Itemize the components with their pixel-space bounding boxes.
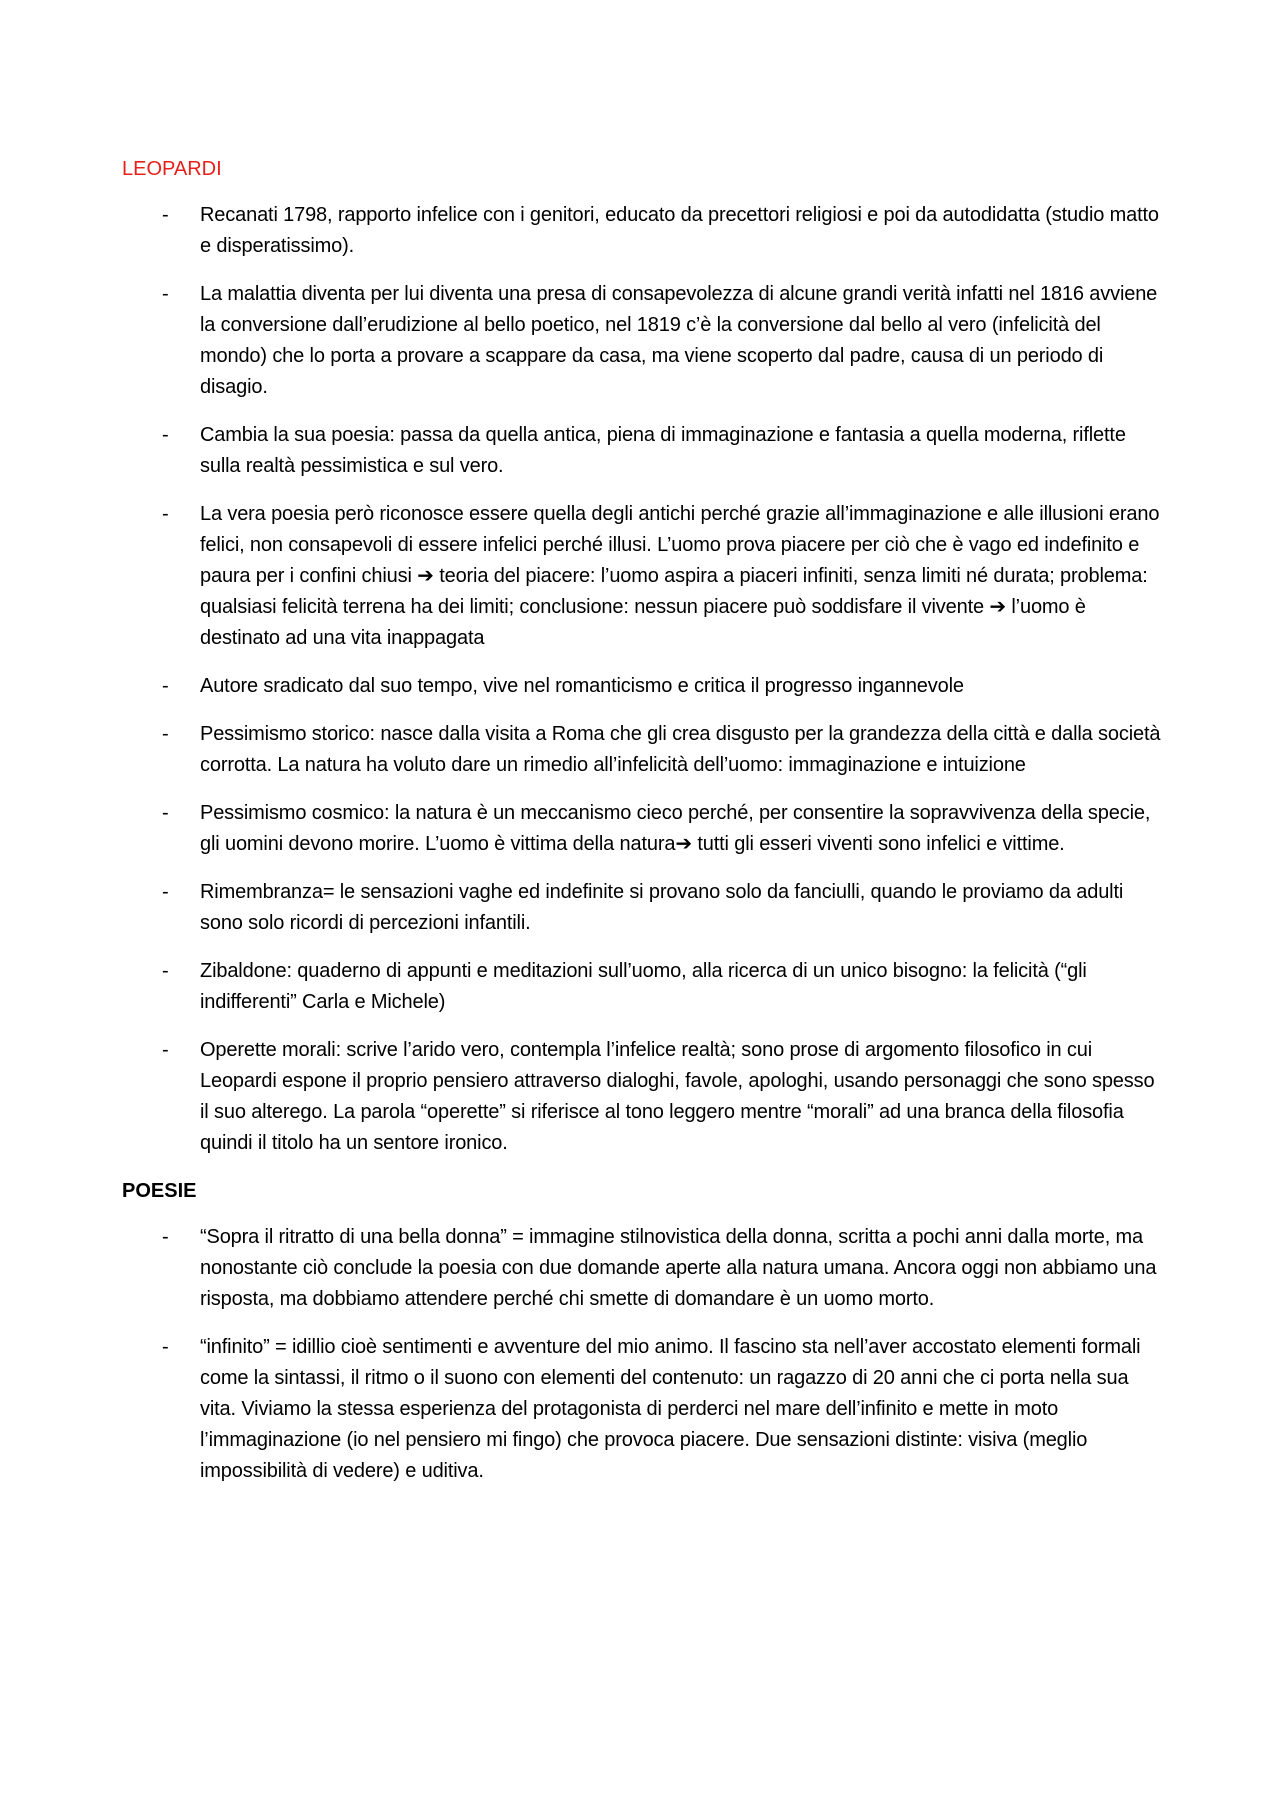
bullet-dash: - bbox=[162, 1226, 169, 1248]
list-item bbox=[122, 956, 1162, 1018]
leopardi-bullet-list bbox=[122, 200, 1162, 1159]
bullet-dash: - bbox=[162, 1336, 169, 1358]
list-item-text: Recanati 1798, rapporto infelice con i genitori, educato da precettori religiosi e poi da autodidatta (studio matto e disperatissimo). bbox=[200, 204, 1159, 257]
bullet-dash: - bbox=[162, 204, 169, 226]
list-item bbox=[122, 499, 1162, 654]
bullet-dash: - bbox=[162, 802, 169, 824]
list-item-text: “infinito” = idillio cioè sentimenti e avventure del mio animo. Il fascino sta nell’aver accostato elementi formali come la sintassi, il ritmo o il suono con elementi del contenuto: un ragazzo di 20 anni che ci porta nella sua vita. Viviamo la stessa esperienza del protagonista di perderci nel mare dell’infinito e mette in moto l’immaginazione (io nel pensiero mi fingo) che provoca piacere. Due sensazioni distinte: visiva (meglio impossibilità di vedere) e uditiva. bbox=[200, 1336, 1141, 1482]
list-item bbox=[122, 200, 1162, 262]
bullet-dash: - bbox=[162, 424, 169, 446]
list-item-text: La malattia diventa per lui diventa una presa di consapevolezza di alcune grandi verità infatti nel 1816 avviene la conversione dall’erudizione al bello poetico, nel 1819 c’è la conversione dal bello al vero (infelicità del mondo) che lo porta a provare a scappare da casa, ma viene scoperto dal padre, causa di un periodo di disagio. bbox=[200, 283, 1158, 398]
poesie-bullet-list bbox=[122, 1222, 1162, 1487]
list-item bbox=[122, 798, 1162, 860]
list-item-text: Pessimismo cosmico: la natura è un meccanismo cieco perché, per consentire la sopravvivenza della specie, gli uomini devono morire. L’uomo è vittima della natura➔ tutti gli esseri viventi sono infelici e vittime. bbox=[200, 802, 1151, 855]
list-item-text: Pessimismo storico: nasce dalla visita a Roma che gli crea disgusto per la grandezza della città e dalla società corrotta. La natura ha voluto dare un rimedio all’infelicità dell’uomo: immaginazione e intuizione bbox=[200, 723, 1161, 776]
list-item bbox=[122, 279, 1162, 403]
list-item-text: Operette morali: scrive l’arido vero, contempla l’infelice realtà; sono prose di argomento filosofico in cui Leopardi espone il proprio pensiero attraverso dialoghi, favole, apologhi, usando personaggi che sono spesso il suo alterego. La parola “operette” si riferisce al tono leggero mentre “morali” ad una branca della filosofia quindi il titolo ha un sentore ironico. bbox=[200, 1039, 1155, 1154]
section-title-leopardi: LEOPARDI bbox=[122, 158, 222, 180]
list-item-text: La vera poesia però riconosce essere quella degli antichi perché grazie all’immaginazione e alle illusioni erano felici, non consapevoli di essere infelici perché illusi. L’uomo prova piacere per ciò che è vago ed indefinito e paura per i confini chiusi ➔ teoria del piacere: l’uomo aspira a piaceri infiniti, senza limiti né durata; problema: qualsiasi felicità terrena ha dei limiti; conclusione: nessun piacere può soddisfare il vivente ➔ l’uomo è destinato ad una vita inappagata bbox=[200, 503, 1160, 649]
bullet-dash: - bbox=[162, 503, 169, 525]
list-item-text: Cambia la sua poesia: passa da quella antica, piena di immaginazione e fantasia a quella moderna, riflette sulla realtà pessimistica e sul vero. bbox=[200, 424, 1126, 477]
list-item bbox=[122, 420, 1162, 482]
list-item bbox=[122, 1332, 1162, 1487]
bullet-dash: - bbox=[162, 960, 169, 982]
document-body bbox=[122, 154, 1162, 1504]
bullet-dash: - bbox=[162, 881, 169, 903]
list-item bbox=[122, 877, 1162, 939]
bullet-dash: - bbox=[162, 283, 169, 305]
list-item-text: Autore sradicato dal suo tempo, vive nel romanticismo e critica il progresso ingannevole bbox=[200, 675, 964, 697]
section-title-poesie: POESIE bbox=[122, 1180, 197, 1202]
bullet-dash: - bbox=[162, 1039, 169, 1061]
list-item-text: Zibaldone: quaderno di appunti e meditazioni sull’uomo, alla ricerca di un unico bisogno: la felicità (“gli indifferenti” Carla e Michele) bbox=[200, 960, 1087, 1013]
list-item bbox=[122, 1222, 1162, 1315]
list-item bbox=[122, 671, 1162, 702]
bullet-dash: - bbox=[162, 723, 169, 745]
list-item-text: “Sopra il ritratto di una bella donna” = immagine stilnovistica della donna, scritta a pochi anni dalla morte, ma nonostante ciò conclude la poesia con due domande aperte alla natura umana. Ancora oggi non abbiamo una risposta, ma dobbiamo attendere perché chi smette di domandare è un uomo morto. bbox=[200, 1226, 1157, 1310]
list-item bbox=[122, 719, 1162, 781]
bullet-dash: - bbox=[162, 675, 169, 697]
list-item bbox=[122, 1035, 1162, 1159]
list-item-text: Rimembranza= le sensazioni vaghe ed indefinite si provano solo da fanciulli, quando le proviamo da adulti sono solo ricordi di percezioni infantili. bbox=[200, 881, 1124, 934]
